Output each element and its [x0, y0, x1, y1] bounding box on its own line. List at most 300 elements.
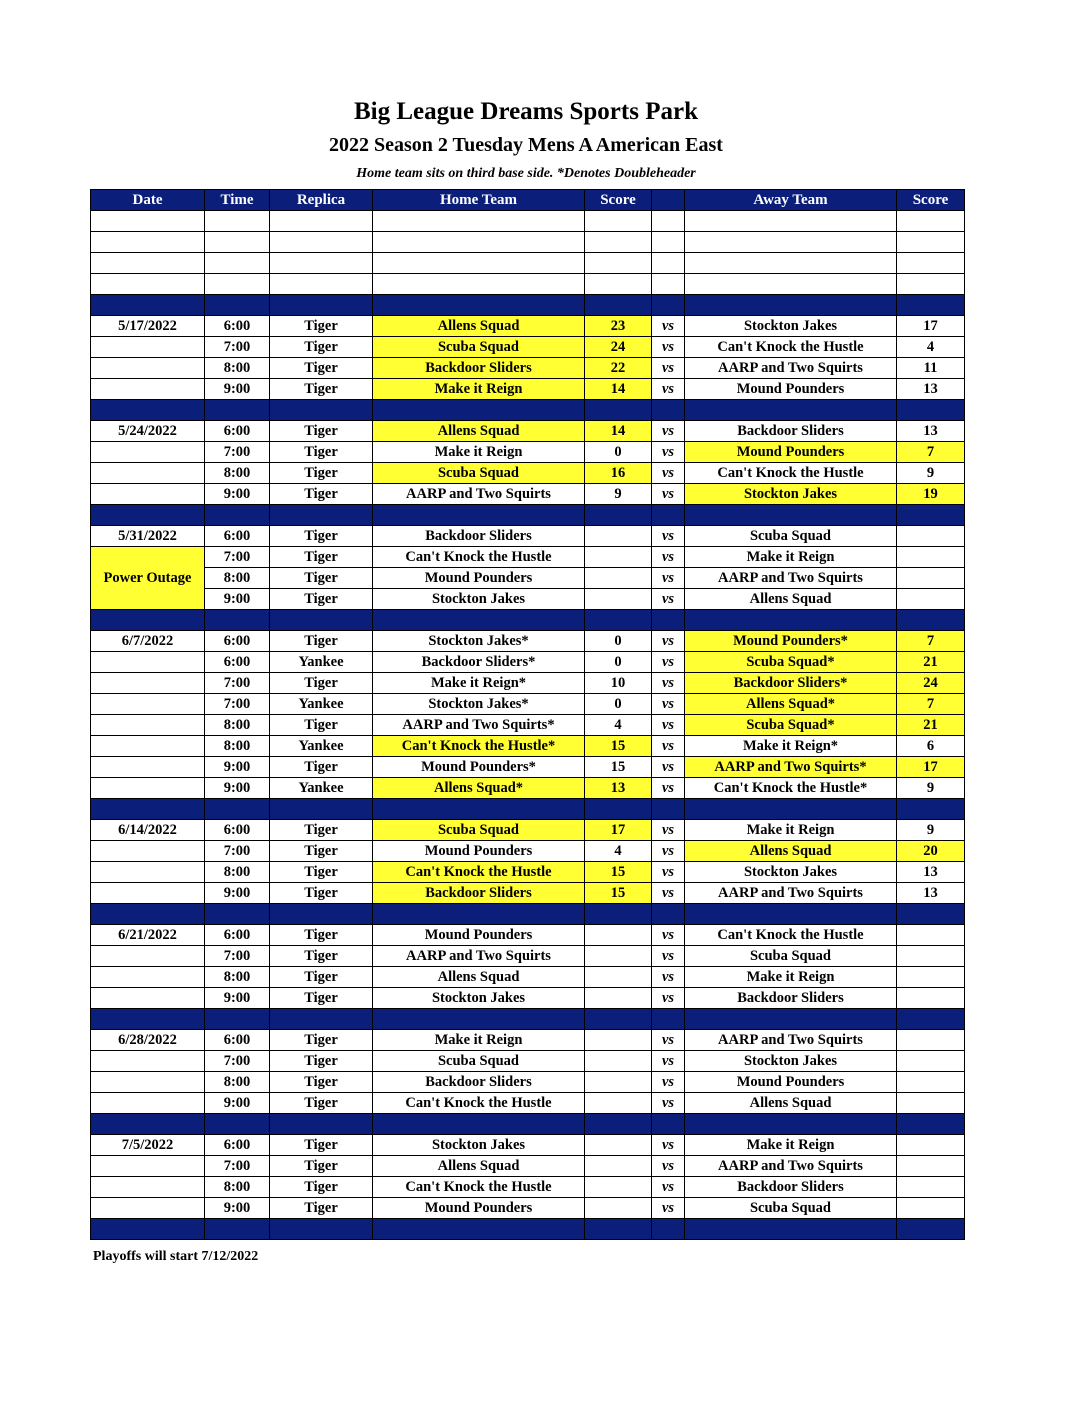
away-score: 17 [897, 757, 965, 778]
away-score: 19 [897, 484, 965, 505]
blank-row [91, 232, 965, 253]
game-row [91, 946, 965, 967]
away-score: 9 [897, 778, 965, 799]
game-date-empty [91, 379, 205, 400]
game-date-empty [91, 484, 205, 505]
col-away-score: Score [897, 190, 965, 211]
away-score [897, 1198, 965, 1219]
game-replica: Tiger [270, 841, 373, 862]
away-team: Backdoor Sliders* [685, 673, 897, 694]
away-team: Allens Squad* [685, 694, 897, 715]
home-score [585, 568, 652, 589]
home-team: Backdoor Sliders [373, 358, 585, 379]
game-row [91, 1072, 965, 1093]
away-team: Mound Pounders [685, 442, 897, 463]
vs-label: vs [652, 337, 685, 358]
game-time: 7:00 [205, 1051, 270, 1072]
home-team: Mound Pounders* [373, 757, 585, 778]
game-replica: Tiger [270, 463, 373, 484]
home-score [585, 1030, 652, 1051]
game-time: 7:00 [205, 946, 270, 967]
game-time: 6:00 [205, 1135, 270, 1156]
away-team: Make it Reign [685, 967, 897, 988]
game-replica: Tiger [270, 967, 373, 988]
home-team: Backdoor Sliders* [373, 652, 585, 673]
home-score [585, 925, 652, 946]
game-date: 6/14/2022 [91, 820, 205, 841]
away-team: Make it Reign [685, 820, 897, 841]
game-date-empty [91, 463, 205, 484]
home-score [585, 1072, 652, 1093]
home-score: 10 [585, 673, 652, 694]
home-score: 0 [585, 652, 652, 673]
vs-label: vs [652, 967, 685, 988]
home-team: Mound Pounders [373, 1198, 585, 1219]
home-score [585, 547, 652, 568]
away-team: Scuba Squad [685, 1198, 897, 1219]
away-team: Mound Pounders [685, 379, 897, 400]
away-score [897, 925, 965, 946]
game-replica: Tiger [270, 547, 373, 568]
col-time: Time [205, 190, 270, 211]
game-row [91, 1156, 965, 1177]
home-score [585, 946, 652, 967]
home-team: Make it Reign [373, 379, 585, 400]
away-team: Stockton Jakes [685, 484, 897, 505]
away-team: AARP and Two Squirts [685, 358, 897, 379]
game-time: 6:00 [205, 316, 270, 337]
home-score [585, 988, 652, 1009]
home-team: Stockton Jakes [373, 988, 585, 1009]
game-row [91, 358, 965, 379]
week-separator-row [91, 1009, 965, 1030]
game-time: 6:00 [205, 652, 270, 673]
vs-label: vs [652, 694, 685, 715]
game-date-empty [91, 736, 205, 757]
away-score [897, 1072, 965, 1093]
home-team: Can't Knock the Hustle [373, 547, 585, 568]
page-title: Big League Dreams Sports Park [354, 98, 698, 125]
away-score: 11 [897, 358, 965, 379]
away-score: 20 [897, 841, 965, 862]
vs-label: vs [652, 925, 685, 946]
vs-label: vs [652, 778, 685, 799]
game-time: 6:00 [205, 820, 270, 841]
game-date-empty [91, 1177, 205, 1198]
vs-label: vs [652, 841, 685, 862]
game-row [91, 568, 965, 589]
game-date-empty [91, 694, 205, 715]
game-replica: Tiger [270, 337, 373, 358]
game-row [91, 484, 965, 505]
away-score: 13 [897, 421, 965, 442]
game-date-empty [91, 841, 205, 862]
game-replica: Tiger [270, 589, 373, 610]
game-row [91, 463, 965, 484]
away-score [897, 589, 965, 610]
game-replica: Yankee [270, 736, 373, 757]
home-score: 4 [585, 841, 652, 862]
away-score [897, 568, 965, 589]
away-team: AARP and Two Squirts* [685, 757, 897, 778]
home-score: 15 [585, 757, 652, 778]
home-team: Allens Squad [373, 421, 585, 442]
game-replica: Tiger [270, 862, 373, 883]
col-home-team: Home Team [373, 190, 585, 211]
game-row [91, 631, 965, 652]
game-row [91, 547, 965, 568]
vs-label: vs [652, 1072, 685, 1093]
vs-label: vs [652, 673, 685, 694]
game-replica: Tiger [270, 631, 373, 652]
game-time: 8:00 [205, 568, 270, 589]
vs-label: vs [652, 463, 685, 484]
game-row [91, 589, 965, 610]
game-time: 6:00 [205, 925, 270, 946]
game-date-empty [91, 1093, 205, 1114]
game-replica: Tiger [270, 988, 373, 1009]
game-time: 7:00 [205, 841, 270, 862]
home-team: AARP and Two Squirts* [373, 715, 585, 736]
date-note: Power Outage [91, 547, 205, 610]
vs-label: vs [652, 421, 685, 442]
game-row [91, 1051, 965, 1072]
week-separator-row [91, 1114, 965, 1135]
game-row [91, 694, 965, 715]
away-team: Make it Reign [685, 547, 897, 568]
game-row [91, 841, 965, 862]
game-date: 6/28/2022 [91, 1030, 205, 1051]
home-team: Scuba Squad [373, 1051, 585, 1072]
away-score [897, 1135, 965, 1156]
vs-label: vs [652, 883, 685, 904]
game-time: 9:00 [205, 589, 270, 610]
vs-label: vs [652, 862, 685, 883]
game-row [91, 883, 965, 904]
game-time: 8:00 [205, 1072, 270, 1093]
home-team: Can't Knock the Hustle [373, 862, 585, 883]
vs-label: vs [652, 652, 685, 673]
away-score: 9 [897, 820, 965, 841]
away-score [897, 1093, 965, 1114]
game-replica: Tiger [270, 820, 373, 841]
game-replica: Yankee [270, 652, 373, 673]
schedule-note: Home team sits on third base side. *Denotes Doubleheader [356, 166, 696, 181]
home-score: 23 [585, 316, 652, 337]
home-team: Scuba Squad [373, 337, 585, 358]
away-score [897, 988, 965, 1009]
game-date: 5/31/2022 [91, 526, 205, 547]
game-time: 7:00 [205, 673, 270, 694]
game-date-empty [91, 442, 205, 463]
home-team: Stockton Jakes [373, 589, 585, 610]
home-team: Allens Squad* [373, 778, 585, 799]
game-date-empty [91, 337, 205, 358]
game-row [91, 736, 965, 757]
away-score: 13 [897, 862, 965, 883]
game-time: 9:00 [205, 1093, 270, 1114]
home-score: 14 [585, 421, 652, 442]
game-time: 8:00 [205, 715, 270, 736]
game-replica: Tiger [270, 1030, 373, 1051]
home-team: Stockton Jakes* [373, 694, 585, 715]
home-score: 17 [585, 820, 652, 841]
game-time: 8:00 [205, 736, 270, 757]
game-row [91, 652, 965, 673]
game-replica: Tiger [270, 484, 373, 505]
away-team: Mound Pounders* [685, 631, 897, 652]
home-team: Allens Squad [373, 967, 585, 988]
away-team: Scuba Squad* [685, 715, 897, 736]
game-row [91, 757, 965, 778]
game-replica: Tiger [270, 442, 373, 463]
game-row [91, 988, 965, 1009]
col-home-score: Score [585, 190, 652, 211]
game-time: 9:00 [205, 883, 270, 904]
week-separator-row [91, 1219, 965, 1240]
home-score [585, 1198, 652, 1219]
away-team: Allens Squad [685, 589, 897, 610]
home-score: 0 [585, 694, 652, 715]
away-team: AARP and Two Squirts [685, 883, 897, 904]
vs-label: vs [652, 1135, 685, 1156]
away-score [897, 1177, 965, 1198]
away-score: 24 [897, 673, 965, 694]
game-time: 8:00 [205, 1177, 270, 1198]
home-score [585, 589, 652, 610]
home-team: Can't Knock the Hustle [373, 1177, 585, 1198]
home-score: 15 [585, 736, 652, 757]
game-replica: Tiger [270, 1093, 373, 1114]
away-team: Scuba Squad* [685, 652, 897, 673]
game-row [91, 421, 965, 442]
game-time: 6:00 [205, 526, 270, 547]
home-score: 24 [585, 337, 652, 358]
game-row [91, 442, 965, 463]
game-date: 6/7/2022 [91, 631, 205, 652]
game-replica: Tiger [270, 883, 373, 904]
home-team: Mound Pounders [373, 568, 585, 589]
game-replica: Tiger [270, 316, 373, 337]
game-replica: Tiger [270, 1051, 373, 1072]
vs-label: vs [652, 442, 685, 463]
vs-label: vs [652, 589, 685, 610]
game-date-empty [91, 673, 205, 694]
game-row [91, 1030, 965, 1051]
away-team: Can't Knock the Hustle [685, 463, 897, 484]
game-row [91, 526, 965, 547]
game-row [91, 778, 965, 799]
home-score [585, 1156, 652, 1177]
vs-label: vs [652, 1030, 685, 1051]
away-team: Stockton Jakes [685, 1051, 897, 1072]
game-date-empty [91, 1072, 205, 1093]
game-row [91, 1177, 965, 1198]
vs-label: vs [652, 379, 685, 400]
home-score: 16 [585, 463, 652, 484]
home-team: Scuba Squad [373, 820, 585, 841]
game-date-empty [91, 862, 205, 883]
game-row [91, 316, 965, 337]
home-team: Backdoor Sliders [373, 1072, 585, 1093]
game-row [91, 862, 965, 883]
game-date-empty [91, 778, 205, 799]
away-score: 6 [897, 736, 965, 757]
vs-label: vs [652, 526, 685, 547]
away-team: Can't Knock the Hustle [685, 925, 897, 946]
home-score [585, 1093, 652, 1114]
col-replica: Replica [270, 190, 373, 211]
home-score: 22 [585, 358, 652, 379]
home-team: Allens Squad [373, 1156, 585, 1177]
game-time: 7:00 [205, 547, 270, 568]
game-time: 6:00 [205, 421, 270, 442]
vs-label: vs [652, 631, 685, 652]
game-time: 8:00 [205, 967, 270, 988]
away-team: Backdoor Sliders [685, 421, 897, 442]
away-team: AARP and Two Squirts [685, 568, 897, 589]
away-team: Stockton Jakes [685, 862, 897, 883]
home-score: 15 [585, 883, 652, 904]
game-time: 8:00 [205, 862, 270, 883]
game-date-empty [91, 715, 205, 736]
vs-label: vs [652, 568, 685, 589]
home-team: Make it Reign [373, 1030, 585, 1051]
game-row [91, 673, 965, 694]
week-separator-row [91, 610, 965, 631]
away-score: 9 [897, 463, 965, 484]
vs-label: vs [652, 1177, 685, 1198]
away-score: 7 [897, 442, 965, 463]
game-row [91, 820, 965, 841]
game-replica: Tiger [270, 379, 373, 400]
home-team: Can't Knock the Hustle [373, 1093, 585, 1114]
home-score [585, 1135, 652, 1156]
away-team: Make it Reign* [685, 736, 897, 757]
away-team: Make it Reign [685, 1135, 897, 1156]
home-team: Allens Squad [373, 316, 585, 337]
away-team: AARP and Two Squirts [685, 1030, 897, 1051]
game-date-empty [91, 967, 205, 988]
vs-label: vs [652, 988, 685, 1009]
away-score [897, 967, 965, 988]
game-replica: Tiger [270, 715, 373, 736]
week-separator-row [91, 400, 965, 421]
game-date-empty [91, 1198, 205, 1219]
game-replica: Tiger [270, 946, 373, 967]
vs-label: vs [652, 316, 685, 337]
away-team: Scuba Squad [685, 946, 897, 967]
home-team: Mound Pounders [373, 925, 585, 946]
home-team: AARP and Two Squirts [373, 946, 585, 967]
game-replica: Tiger [270, 757, 373, 778]
vs-label: vs [652, 484, 685, 505]
game-time: 6:00 [205, 1030, 270, 1051]
vs-label: vs [652, 1093, 685, 1114]
game-date: 5/17/2022 [91, 316, 205, 337]
col-vs [652, 190, 685, 211]
away-score: 7 [897, 694, 965, 715]
game-date-empty [91, 1051, 205, 1072]
vs-label: vs [652, 1051, 685, 1072]
away-score [897, 526, 965, 547]
home-score: 0 [585, 631, 652, 652]
home-team: Backdoor Sliders [373, 526, 585, 547]
away-team: Can't Knock the Hustle [685, 337, 897, 358]
schedule-table [90, 189, 965, 1240]
week-separator-row [91, 799, 965, 820]
game-row [91, 1135, 965, 1156]
game-time: 7:00 [205, 337, 270, 358]
vs-label: vs [652, 358, 685, 379]
game-replica: Tiger [270, 673, 373, 694]
game-time: 8:00 [205, 463, 270, 484]
home-team: Scuba Squad [373, 463, 585, 484]
schedule-body [91, 211, 965, 1240]
vs-label: vs [652, 736, 685, 757]
home-score: 13 [585, 778, 652, 799]
game-date-empty [91, 358, 205, 379]
home-score: 15 [585, 862, 652, 883]
away-team: Can't Knock the Hustle* [685, 778, 897, 799]
game-time: 9:00 [205, 778, 270, 799]
game-row [91, 925, 965, 946]
home-team: Stockton Jakes* [373, 631, 585, 652]
away-team: Backdoor Sliders [685, 1177, 897, 1198]
game-date-empty [91, 757, 205, 778]
game-date-empty [91, 652, 205, 673]
home-score: 14 [585, 379, 652, 400]
game-replica: Tiger [270, 568, 373, 589]
game-row [91, 379, 965, 400]
away-score [897, 1051, 965, 1072]
game-time: 7:00 [205, 442, 270, 463]
blank-row [91, 211, 965, 232]
game-time: 9:00 [205, 988, 270, 1009]
vs-label: vs [652, 757, 685, 778]
away-team: Mound Pounders [685, 1072, 897, 1093]
week-separator-row [91, 505, 965, 526]
vs-label: vs [652, 946, 685, 967]
game-row [91, 967, 965, 988]
week-separator-row [91, 295, 965, 316]
game-replica: Tiger [270, 526, 373, 547]
away-team: Allens Squad [685, 1093, 897, 1114]
game-time: 9:00 [205, 1198, 270, 1219]
game-time: 9:00 [205, 379, 270, 400]
game-replica: Tiger [270, 1177, 373, 1198]
game-time: 8:00 [205, 358, 270, 379]
vs-label: vs [652, 715, 685, 736]
game-row [91, 1093, 965, 1114]
vs-label: vs [652, 1156, 685, 1177]
game-time: 9:00 [205, 757, 270, 778]
col-date: Date [91, 190, 205, 211]
game-replica: Tiger [270, 358, 373, 379]
away-team: Backdoor Sliders [685, 988, 897, 1009]
away-score: 13 [897, 883, 965, 904]
away-score [897, 946, 965, 967]
away-score: 7 [897, 631, 965, 652]
home-team: Make it Reign* [373, 673, 585, 694]
home-team: AARP and Two Squirts [373, 484, 585, 505]
game-date: 5/24/2022 [91, 421, 205, 442]
home-team: Can't Knock the Hustle* [373, 736, 585, 757]
playoffs-note: Playoffs will start 7/12/2022 [93, 1249, 259, 1264]
away-team: AARP and Two Squirts [685, 1156, 897, 1177]
home-score [585, 526, 652, 547]
away-score [897, 1156, 965, 1177]
